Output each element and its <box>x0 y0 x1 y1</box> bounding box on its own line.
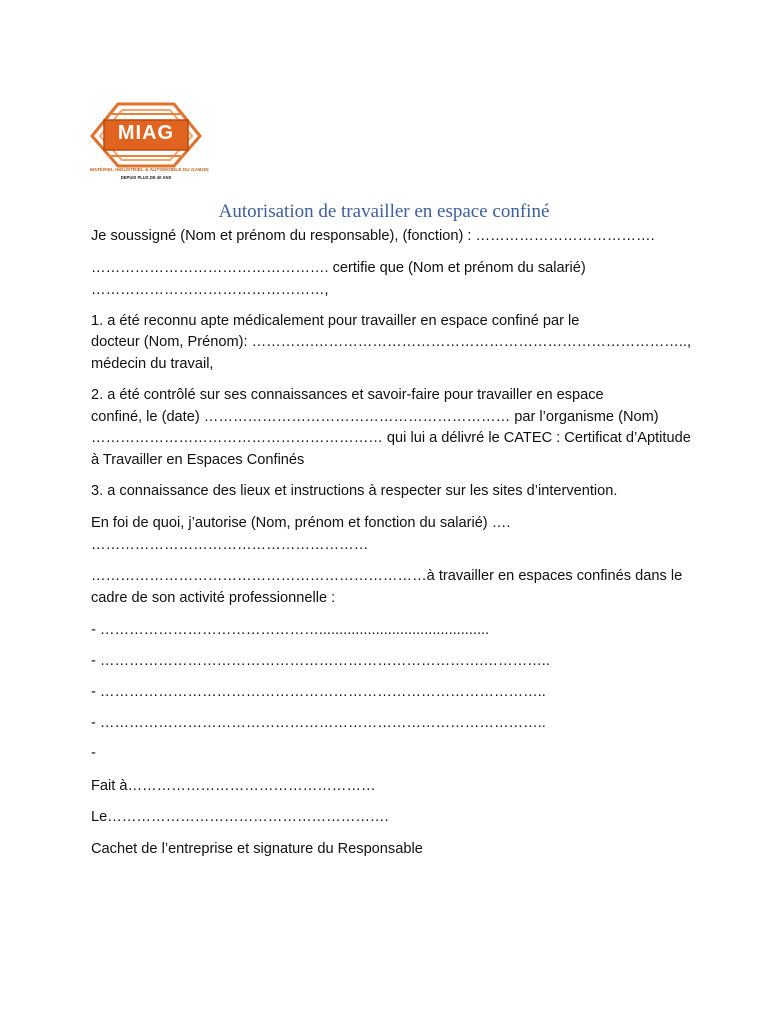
employee-blank-line: …………………………………………, <box>91 282 329 298</box>
activity-blank-1: - ……………………………………….......................................... <box>91 622 490 638</box>
signature-line: Cachet de l’entreprise et signature du Responsable <box>91 841 423 857</box>
item-1-line-1: 1. a été reconnu apte médicalement pour travailler en espace confiné par le <box>91 313 580 329</box>
activity-blank-2: - …………………………………………………………………….………….. <box>91 653 550 669</box>
authorize-line-2: ………………………………………………… <box>91 537 369 553</box>
activity-blank-5: - <box>91 745 96 761</box>
item-2-line-2: confiné, le (date) ……………………………………………………… par l’organisme (Nom) <box>91 409 659 425</box>
miag-logo <box>90 100 209 188</box>
responsible-line: Je soussigné (Nom et prénom du responsable), (fonction) : ………………………………. <box>91 228 655 244</box>
authorize-line-1: En foi de quoi, j’autorise (Nom, prénom et fonction du salarié) …. <box>91 515 511 531</box>
activity-blank-3: - ……………………………………………………………………………….. <box>91 684 546 700</box>
item-2-line-4: à Travailler en Espaces Confinés <box>91 452 305 468</box>
item-3-line: 3. a connaissance des lieux et instructions à respecter sur les sites d’intervention. <box>91 483 618 499</box>
item-2-line-1: 2. a été contrôlé sur ses connaissances et savoir-faire pour travailler en espace <box>91 387 604 403</box>
activity-blank-4: - ……………………………………………………………………………….. <box>91 715 546 731</box>
item-1-line-3: médecin du travail, <box>91 356 214 372</box>
item-1-line-2: docteur (Nom, Prénom): ………….………………………………………………………………….., <box>91 334 692 350</box>
authorize-line-3: ……………………………………………………………à travailler en espaces confinés dans le <box>91 568 683 584</box>
certify-line: …………………………………………. certifie que (Nom et prénom du salarié) <box>91 260 586 276</box>
place-line: Fait à…………………………………………… <box>91 778 376 794</box>
authorize-line-4: cadre de son activité professionnelle : <box>91 590 336 606</box>
logo-subtitle: MATÉRIEL INDUSTRIEL & AUTOMOBILE DU GABON <box>90 167 209 172</box>
logo-tagline: DEPUIS PLUS DE 40 ANS <box>120 175 172 180</box>
item-2-line-3: …………………………………………………… qui lui a délivré le CATEC : Certificat d’Aptitude <box>91 430 691 446</box>
document-title: Autorisation de travailler en espace confiné <box>218 201 550 222</box>
date-line: Le…………………………………………………. <box>91 809 389 825</box>
logo-wordmark: MIAG <box>117 122 175 144</box>
